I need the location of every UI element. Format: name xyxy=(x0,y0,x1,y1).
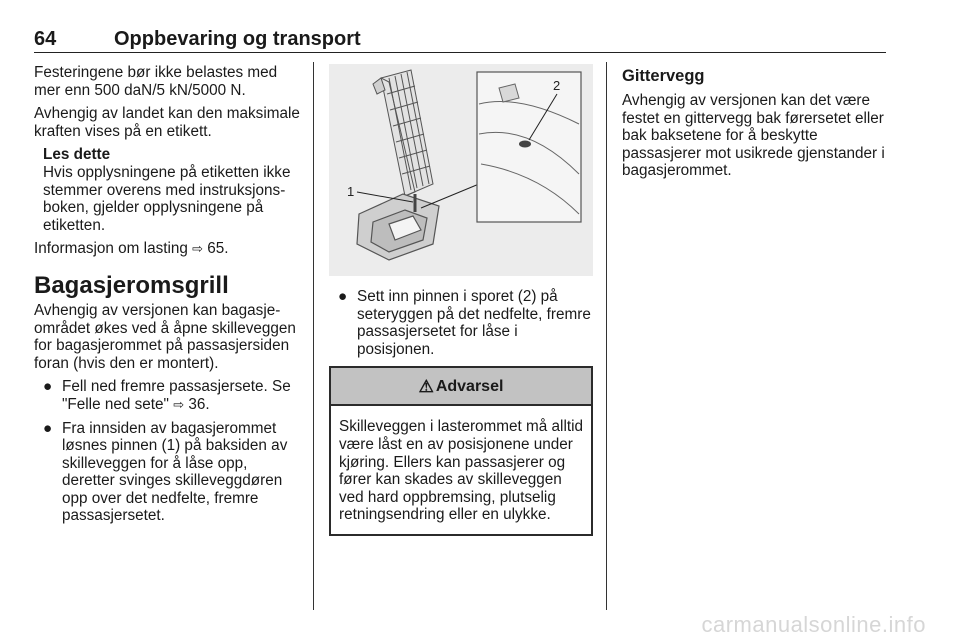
column-left xyxy=(34,64,302,531)
paragraph-text: Informasjon om lasting xyxy=(34,240,188,258)
page-number: 64 xyxy=(34,28,57,50)
bullet-icon: ● xyxy=(43,419,53,437)
list-item xyxy=(329,288,593,358)
note-body: Hvis opplysningene på etiketten ikke stemmer overens med instruksjonsboken, gjelder opplysningene på etiketten. xyxy=(43,163,291,234)
column-right xyxy=(622,64,888,186)
section-intro: Avhengig av versjonen kan bagasjeområdet økes ved å åpne skilleveggen for bagasjerommet på passasjersiden foran (hvis den er montert). xyxy=(34,301,296,372)
list-item-text: Fra innsiden av bagasjerommet løsnes pinnen (1) på baksiden av skilleveggen for å låse opp, deretter svinges skilleveggdøren opp over det nedfelte, fremre passasjersetet. xyxy=(62,419,288,525)
list-item xyxy=(34,420,302,526)
watermark: carmanualsonline.info xyxy=(701,612,926,637)
bullet-list xyxy=(34,378,302,525)
warning-icon: ⚠ xyxy=(418,376,434,396)
warning-box xyxy=(329,366,593,536)
bullet-list xyxy=(329,288,593,358)
partition-illustration xyxy=(329,64,593,276)
page-reference-link[interactable]: 36. xyxy=(188,395,210,413)
warning-header xyxy=(331,368,591,406)
column-middle xyxy=(329,64,593,536)
figure-label-1: 1 xyxy=(347,184,355,199)
paragraph: Avhengig av versjonen kan det være festet en gittervegg bak førersetet eller bak baksetene for å beskytte passasjerer mot usikrede gjenstander i bagasjerommet. xyxy=(622,92,885,180)
bullet-icon: ● xyxy=(43,378,53,396)
paragraph: Festeringene bør ikke belastes med mer enn 500 daN/5 kN/5000 N. xyxy=(34,64,278,99)
page-header xyxy=(34,26,886,53)
warning-title: Advarsel xyxy=(435,377,504,395)
page-reference-icon: ⇨ xyxy=(173,396,185,412)
section-heading: Gittervegg xyxy=(622,67,705,85)
page-title: Oppbevaring og transport xyxy=(114,28,361,50)
section-heading: Bagasjeromsgrill xyxy=(34,271,229,299)
paragraph: Avhengig av landet kan den maksimale kraften vises på en etikett. xyxy=(34,105,300,140)
list-item-text: Fell ned fremre passasjersete. Se "Felle ned sete" xyxy=(62,378,291,413)
list-item xyxy=(34,378,302,413)
note-title: Les dette xyxy=(43,146,111,164)
paragraph xyxy=(34,240,302,258)
column-divider xyxy=(606,62,607,610)
page-reference-link[interactable]: 65. xyxy=(207,240,229,258)
list-item-text: Sett inn pinnen i sporet (2) på seteryggen på det nedfelte, fremre passasjersetet for låse i posisjonen. xyxy=(357,288,591,358)
column-divider xyxy=(313,62,314,610)
bullet-icon: ● xyxy=(338,288,348,305)
figure-label-2: 2 xyxy=(553,78,561,93)
warning-body: Skilleveggen i lasterommet må alltid være låst en av posisjonene under kjøring. Ellers kan passasjerer og fører kan skades av skilleveggen ved hard oppbremsing, plutselig retningsendring eller en ulykke. xyxy=(339,418,584,524)
partition-drawing xyxy=(329,64,593,276)
page-reference-icon: ⇨ xyxy=(192,241,204,257)
